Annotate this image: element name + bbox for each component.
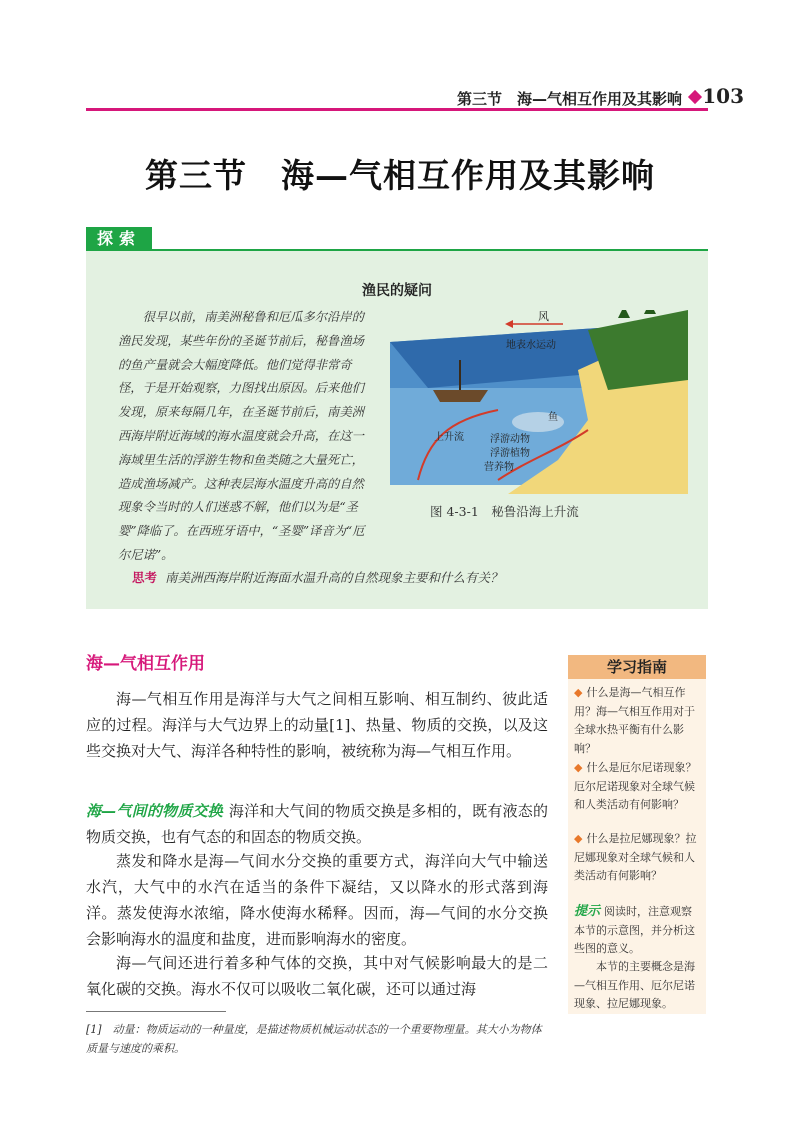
explore-heading: 渔民的疑问 xyxy=(362,283,432,299)
think-question xyxy=(132,568,692,586)
paragraph xyxy=(86,798,548,850)
label-fish: 鱼 xyxy=(548,412,558,423)
think-text: 南美洲西海岸附近海面水温升高的自然现象主要和什么有关？ xyxy=(165,570,503,585)
label-upwelling: 上升流 xyxy=(434,432,464,443)
study-guide-title: 学习指南 xyxy=(568,655,706,679)
diamond-icon: ◆ xyxy=(574,761,583,774)
diamond-icon: ◆ xyxy=(574,686,583,699)
label-surface-flow: 地表水运动 xyxy=(506,340,556,351)
diamond-icon: ◆ xyxy=(574,832,583,845)
section-title: 第三节 海—气相互作用及其影响 xyxy=(145,156,655,195)
diamond-icon xyxy=(688,90,702,104)
tree-icon xyxy=(644,310,656,314)
explore-tab-rule xyxy=(86,249,708,251)
footnote-rule xyxy=(86,1011,226,1012)
header-rule xyxy=(86,108,708,111)
guide-concepts: 本节的主要概念是海—气相互作用、厄尔尼诺现象、拉尼娜现象。 xyxy=(574,960,695,1010)
upwelling-figure xyxy=(388,310,688,494)
boat-icon xyxy=(433,390,488,402)
label-wind: 风 xyxy=(538,310,549,323)
paragraph: 海—气相互作用是海洋与大气之间相互影响、相互制约、彼此适应的过程。海洋与大气边界上的动量[1]、热量、物质的交换，以及这些交换对大气、海洋各种特性的影响，被统称为海—气相互作用。 xyxy=(86,690,548,760)
tip-label: 提示 xyxy=(574,904,601,919)
guide-question xyxy=(574,830,702,886)
guide-question-text: 什么是海—气相互作用？海—气相互作用对于全球水热平衡有什么影响？ xyxy=(574,686,695,755)
paragraph-text: 海洋和大气间的物质交换是多相的，既有液态的物质交换，也有气态的和固态的物质交换。 xyxy=(86,802,548,846)
guide-question-text: 什么是厄尔尼诺现象？厄尔尼诺现象对全球气候和人类活动有何影响？ xyxy=(574,761,697,811)
guide-tip xyxy=(574,903,702,959)
paragraph: 蒸发和降水是海—气间水分交换的重要方式，海洋向大气中输送水汽，大气中的水汽在适当的条件下凝结，又以降水的形式落到海洋。蒸发使海水浓缩，降水使海水稀释。因而，海—气间的水分交换会影响海水的温度和盐度，进而影响海水的密度。 xyxy=(86,852,548,948)
explore-tab: 探索 xyxy=(86,227,152,251)
guide-question xyxy=(574,684,702,758)
think-label: 思考 xyxy=(132,570,158,585)
label-nutrients: 营养物 xyxy=(484,462,514,473)
topic-label: 海—气间的物质交换 xyxy=(86,802,223,820)
subsection-title: 海—气相互作用 xyxy=(86,654,205,674)
guide-question xyxy=(574,759,702,815)
guide-question-text: 什么是拉尼娜现象？拉尼娜现象对全球气候和人类活动有何影响？ xyxy=(574,832,697,882)
footnote: [1] 动量：物质运动的一种量度，是描述物质机械运动状态的一个重要物理量。其大小为物体质量与速度的乘积。 xyxy=(86,1023,542,1055)
page-number: 103 xyxy=(702,84,744,108)
running-header xyxy=(0,82,800,114)
paragraph: 海—气间还进行着多种气体的交换，其中对气候影响最大的是二氧化碳的交换。海水不仅可以吸收二氧化碳，还可以通过海 xyxy=(86,954,548,998)
explore-story: 很早以前，南美洲秘鲁和厄瓜多尔沿岸的渔民发现，某些年份的圣诞节前后，秘鲁渔场的鱼产量就会大幅度降低。他们觉得非常奇怪，于是开始观察，力图找出原因。后来他们发现，原来每隔几年，在圣诞节前后，南美洲西海岸附近海域的海水温度就会升高，在这一海域里生活的浮游生物和鱼类随之大量死亡，造成渔场减产。这种表层海水温度升高的自然现象令当时的人们迷惑不解，他们以为是“圣婴”降临了。在西班牙语中，“圣婴”译音为“厄尔尼诺”。 xyxy=(118,310,365,562)
figure-caption: 图 4-3-1 秘鲁沿海上升流 xyxy=(430,504,579,519)
label-phytoplankton: 浮游植物 xyxy=(490,448,530,459)
running-header-title: 第三节 海—气相互作用及其影响 xyxy=(456,90,682,108)
label-zooplankton: 浮游动物 xyxy=(490,434,530,445)
tip-text: 阅读时，注意观察本节的示意图，并分析这些图的意义。 xyxy=(574,905,695,955)
